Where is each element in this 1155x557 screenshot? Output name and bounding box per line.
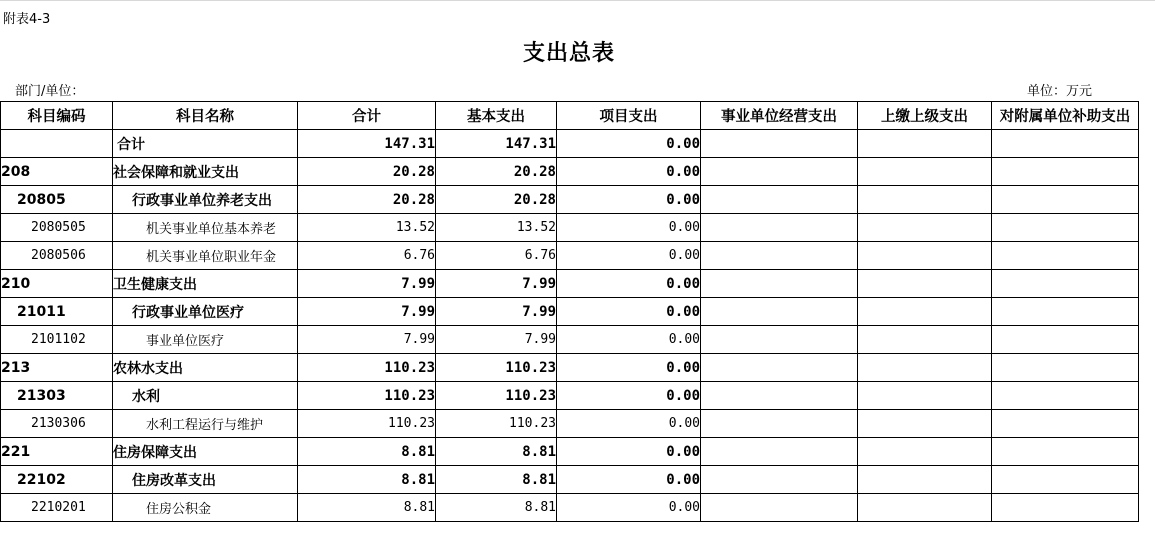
row-project-cell: 0.00	[557, 382, 701, 410]
unit-label: 单位：万元	[1027, 84, 1093, 99]
table-row	[1, 438, 1139, 466]
row-remit-cell	[858, 382, 992, 410]
row-subsidy-cell	[992, 130, 1139, 158]
row-basic-cell: 20.28	[436, 186, 557, 214]
department-label: 部门/单位：	[15, 84, 85, 99]
table-row	[1, 298, 1139, 326]
row-operating-cell	[701, 410, 858, 438]
row-name-cell: 住房改革支出	[113, 466, 298, 494]
attachment-label: 附表4-3	[3, 12, 51, 27]
column-header-basic: 基本支出	[436, 102, 557, 130]
row-project-cell: 0.00	[557, 354, 701, 382]
row-name-cell: 农林水支出	[113, 354, 298, 382]
table-row	[1, 410, 1139, 438]
column-header-project: 项目支出	[557, 102, 701, 130]
row-code-cell: 210	[1, 270, 113, 298]
row-code-cell: 21303	[1, 382, 113, 410]
row-total-cell: 13.52	[298, 214, 436, 242]
row-project-cell: 0.00	[557, 298, 701, 326]
row-project-cell: 0.00	[557, 410, 701, 438]
row-total-cell: 147.31	[298, 130, 436, 158]
column-header-remit: 上缴上级支出	[858, 102, 992, 130]
row-subsidy-cell	[992, 298, 1139, 326]
table-row	[1, 466, 1139, 494]
expenditure-table	[0, 101, 1139, 522]
table-row	[1, 130, 1139, 158]
row-total-cell: 7.99	[298, 270, 436, 298]
row-code-cell: 21011	[1, 298, 113, 326]
row-operating-cell	[701, 270, 858, 298]
row-operating-cell	[701, 438, 858, 466]
row-name-cell: 机关事业单位职业年金	[113, 242, 298, 270]
table-row	[1, 382, 1139, 410]
row-name-cell: 住房保障支出	[113, 438, 298, 466]
top-border-line	[0, 0, 1155, 1]
table-row	[1, 354, 1139, 382]
row-code-cell: 221	[1, 438, 113, 466]
row-basic-cell: 8.81	[436, 466, 557, 494]
row-basic-cell: 13.52	[436, 214, 557, 242]
row-operating-cell	[701, 186, 858, 214]
row-remit-cell	[858, 270, 992, 298]
row-remit-cell	[858, 158, 992, 186]
row-operating-cell	[701, 214, 858, 242]
row-total-cell: 7.99	[298, 298, 436, 326]
row-operating-cell	[701, 326, 858, 354]
table-row	[1, 242, 1139, 270]
row-subsidy-cell	[992, 326, 1139, 354]
row-subsidy-cell	[992, 410, 1139, 438]
row-code-cell: 2080505	[1, 214, 113, 242]
row-total-cell: 110.23	[298, 354, 436, 382]
row-operating-cell	[701, 242, 858, 270]
row-total-cell: 20.28	[298, 158, 436, 186]
row-operating-cell	[701, 354, 858, 382]
row-code-cell: 2080506	[1, 242, 113, 270]
row-project-cell: 0.00	[557, 438, 701, 466]
row-remit-cell	[858, 466, 992, 494]
row-basic-cell: 8.81	[436, 438, 557, 466]
row-name-cell: 机关事业单位基本养老	[113, 214, 298, 242]
column-header-code: 科目编码	[1, 102, 113, 130]
row-project-cell: 0.00	[557, 214, 701, 242]
table-row	[1, 494, 1139, 522]
row-name-cell: 合计	[113, 130, 298, 158]
row-name-cell: 水利工程运行与维护	[113, 410, 298, 438]
row-project-cell: 0.00	[557, 326, 701, 354]
row-code-cell: 208	[1, 158, 113, 186]
row-remit-cell	[858, 298, 992, 326]
page-title: 支出总表	[522, 40, 615, 66]
row-total-cell: 8.81	[298, 438, 436, 466]
row-remit-cell	[858, 214, 992, 242]
table-row	[1, 186, 1139, 214]
row-name-cell: 住房公积金	[113, 494, 298, 522]
row-operating-cell	[701, 494, 858, 522]
row-basic-cell: 7.99	[436, 270, 557, 298]
row-operating-cell	[701, 466, 858, 494]
column-header-name: 科目名称	[113, 102, 298, 130]
table-row	[1, 326, 1139, 354]
row-subsidy-cell	[992, 158, 1139, 186]
table-row	[1, 214, 1139, 242]
row-project-cell: 0.00	[557, 270, 701, 298]
row-subsidy-cell	[992, 466, 1139, 494]
table-row	[1, 270, 1139, 298]
row-project-cell: 0.00	[557, 242, 701, 270]
row-code-cell	[1, 130, 113, 158]
row-code-cell: 20805	[1, 186, 113, 214]
row-name-cell: 事业单位医疗	[113, 326, 298, 354]
row-basic-cell: 20.28	[436, 158, 557, 186]
row-code-cell: 213	[1, 354, 113, 382]
row-name-cell: 行政事业单位医疗	[113, 298, 298, 326]
row-project-cell: 0.00	[557, 186, 701, 214]
row-code-cell: 2210201	[1, 494, 113, 522]
row-remit-cell	[858, 354, 992, 382]
row-total-cell: 7.99	[298, 326, 436, 354]
row-subsidy-cell	[992, 494, 1139, 522]
row-project-cell: 0.00	[557, 130, 701, 158]
row-basic-cell: 7.99	[436, 326, 557, 354]
row-subsidy-cell	[992, 354, 1139, 382]
row-subsidy-cell	[992, 382, 1139, 410]
row-remit-cell	[858, 410, 992, 438]
row-basic-cell: 147.31	[436, 130, 557, 158]
row-operating-cell	[701, 158, 858, 186]
row-name-cell: 水利	[113, 382, 298, 410]
row-project-cell: 0.00	[557, 158, 701, 186]
row-remit-cell	[858, 186, 992, 214]
row-total-cell: 6.76	[298, 242, 436, 270]
row-basic-cell: 8.81	[436, 494, 557, 522]
row-remit-cell	[858, 242, 992, 270]
row-total-cell: 20.28	[298, 186, 436, 214]
row-subsidy-cell	[992, 242, 1139, 270]
row-operating-cell	[701, 130, 858, 158]
row-total-cell: 110.23	[298, 382, 436, 410]
row-operating-cell	[701, 382, 858, 410]
table-row	[1, 158, 1139, 186]
row-basic-cell: 7.99	[436, 298, 557, 326]
row-code-cell: 2130306	[1, 410, 113, 438]
row-name-cell: 社会保障和就业支出	[113, 158, 298, 186]
row-basic-cell: 6.76	[436, 242, 557, 270]
row-remit-cell	[858, 326, 992, 354]
row-subsidy-cell	[992, 214, 1139, 242]
row-remit-cell	[858, 130, 992, 158]
row-basic-cell: 110.23	[436, 354, 557, 382]
column-header-total: 合计	[298, 102, 436, 130]
row-operating-cell	[701, 298, 858, 326]
column-header-subsidy: 对附属单位补助支出	[992, 102, 1139, 130]
row-total-cell: 8.81	[298, 494, 436, 522]
row-total-cell: 110.23	[298, 410, 436, 438]
row-code-cell: 2101102	[1, 326, 113, 354]
row-name-cell: 卫生健康支出	[113, 270, 298, 298]
row-basic-cell: 110.23	[436, 382, 557, 410]
row-code-cell: 22102	[1, 466, 113, 494]
row-name-cell: 行政事业单位养老支出	[113, 186, 298, 214]
row-subsidy-cell	[992, 270, 1139, 298]
row-total-cell: 8.81	[298, 466, 436, 494]
row-project-cell: 0.00	[557, 466, 701, 494]
column-header-operating: 事业单位经营支出	[701, 102, 858, 130]
row-basic-cell: 110.23	[436, 410, 557, 438]
row-subsidy-cell	[992, 186, 1139, 214]
table-header-row	[1, 102, 1139, 130]
row-subsidy-cell	[992, 438, 1139, 466]
row-project-cell: 0.00	[557, 494, 701, 522]
row-remit-cell	[858, 494, 992, 522]
row-remit-cell	[858, 438, 992, 466]
